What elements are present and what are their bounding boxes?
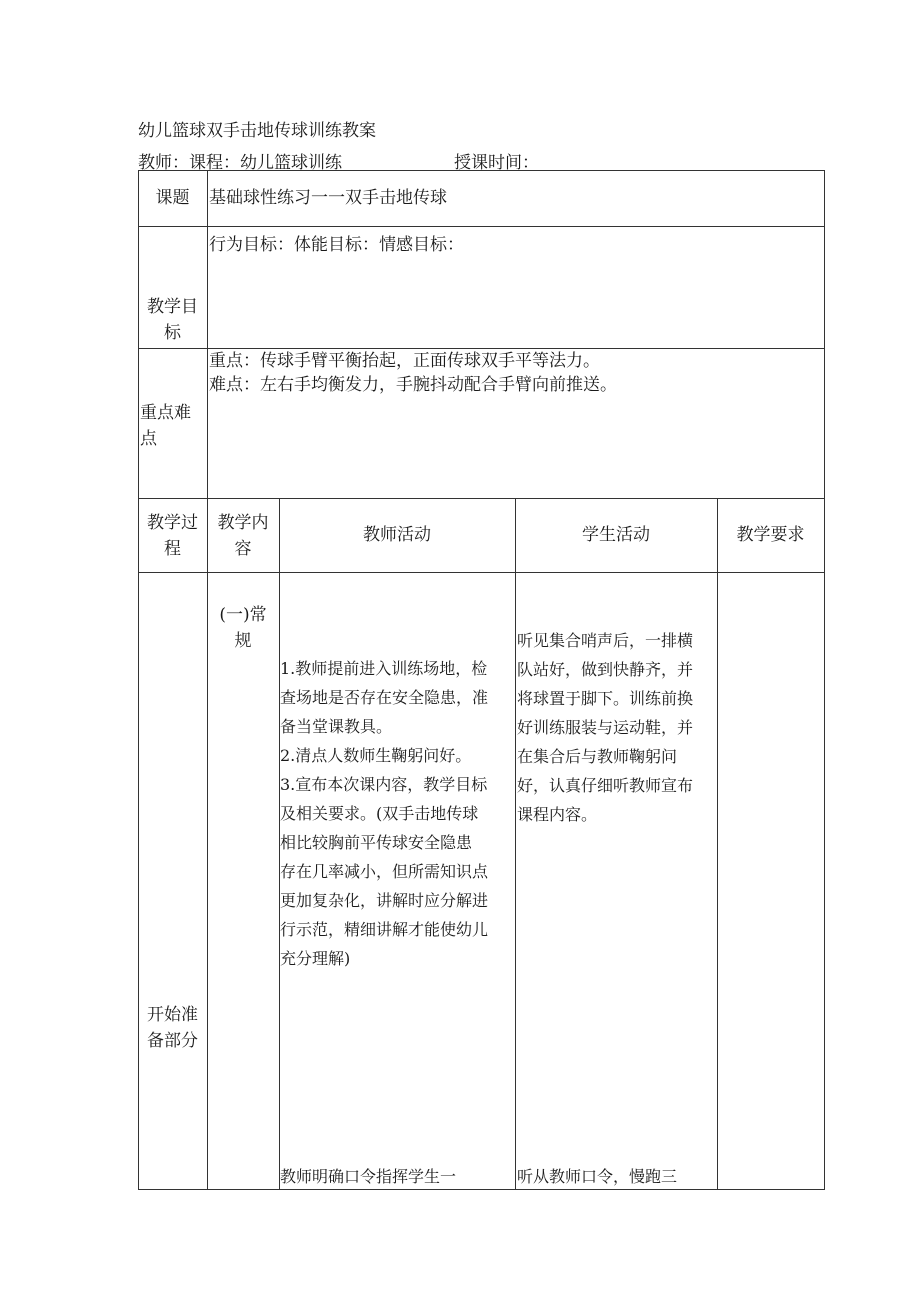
teacher-activity-line: 1.教师提前进入训练场地，检 bbox=[280, 659, 488, 678]
teacher-activity-line: 及相关要求。(双手击地传球 bbox=[280, 804, 479, 823]
table-rule bbox=[138, 498, 825, 499]
teacher-activity-line: 查场地是否存在安全隐患，准 bbox=[280, 688, 489, 707]
student-activity-line: 好训练服装与运动鞋，并 bbox=[517, 718, 694, 737]
table-rule bbox=[138, 572, 825, 573]
topic-label: 课题 bbox=[155, 188, 190, 208]
student-activity-line: 好，认真仔细听教师宣布 bbox=[517, 776, 694, 795]
objectives-value: 行为目标：体能目标：情感目标： bbox=[209, 235, 464, 255]
table-rule bbox=[717, 498, 718, 1190]
header-teacher-activity: 教师活动 bbox=[363, 525, 431, 545]
student-activity-line: 课程内容。 bbox=[517, 805, 598, 824]
teaching-time-label: 授课时间： bbox=[454, 153, 539, 173]
table-rule bbox=[824, 170, 825, 1190]
teacher-activity-line: 更加复杂化，讲解时应分解进 bbox=[280, 891, 489, 910]
teacher-activity-line: 3.宣布本次课内容，教学目标 bbox=[280, 775, 488, 794]
difficult-point: 难点：左右手均衡发力，手腕抖动配合手臂向前推送。 bbox=[209, 375, 617, 395]
teacher-activity-line: 备当堂课教具。 bbox=[280, 717, 393, 736]
key-point: 重点：传球手臂平衡抬起，正面传球双手平等法力。 bbox=[209, 351, 600, 371]
topic-value: 基础球性练习一一双手击地传球 bbox=[209, 188, 447, 208]
lesson-plan-table bbox=[138, 170, 825, 1190]
student-activity-text bbox=[517, 626, 719, 829]
student-activity-line: 在集合后与教师鞠躬问 bbox=[517, 747, 678, 766]
section-content: (一)常 规 bbox=[219, 605, 267, 651]
teacher-activity-continued: 教师明确口令指挥学生一 bbox=[280, 1167, 457, 1186]
teacher-activity-line: 2.清点人数师生鞠躬问好。 bbox=[280, 746, 472, 765]
teacher-activity-line: 充分理解) bbox=[280, 949, 351, 968]
table-rule bbox=[138, 170, 825, 171]
teacher-course-label: 教师：课程：幼儿篮球训练 bbox=[138, 153, 342, 173]
objectives-label: 教学目 标 bbox=[147, 297, 198, 343]
document-title: 幼儿篮球双手击地传球训练教案 bbox=[138, 121, 376, 141]
student-activity-line: 听见集合哨声后，一排横 bbox=[517, 631, 694, 650]
table-rule bbox=[207, 170, 208, 1190]
student-activity-continued: 听从教师口令，慢跑三 bbox=[517, 1167, 678, 1186]
teacher-activity-line: 相比较胸前平传球安全隐患 bbox=[280, 833, 473, 852]
student-activity-line: 队站好，做到快静齐，并 bbox=[517, 660, 694, 679]
teacher-activity-text bbox=[280, 654, 516, 973]
student-activity-line: 将球置于脚下。训练前换 bbox=[517, 689, 694, 708]
teacher-activity-line: 存在几率减小，但所需知识点 bbox=[280, 862, 489, 881]
header-content: 教学内 容 bbox=[217, 513, 269, 559]
header-student-activity: 学生活动 bbox=[582, 525, 650, 545]
table-rule bbox=[138, 226, 825, 227]
teacher-activity-line: 行示范，精细讲解才能使幼儿 bbox=[280, 920, 489, 939]
keypoints-label: 重点难 点 bbox=[140, 403, 191, 449]
header-process: 教学过 程 bbox=[147, 513, 198, 559]
header-requirements: 教学要求 bbox=[736, 525, 805, 545]
section-name: 开始准 备部分 bbox=[147, 1005, 198, 1051]
